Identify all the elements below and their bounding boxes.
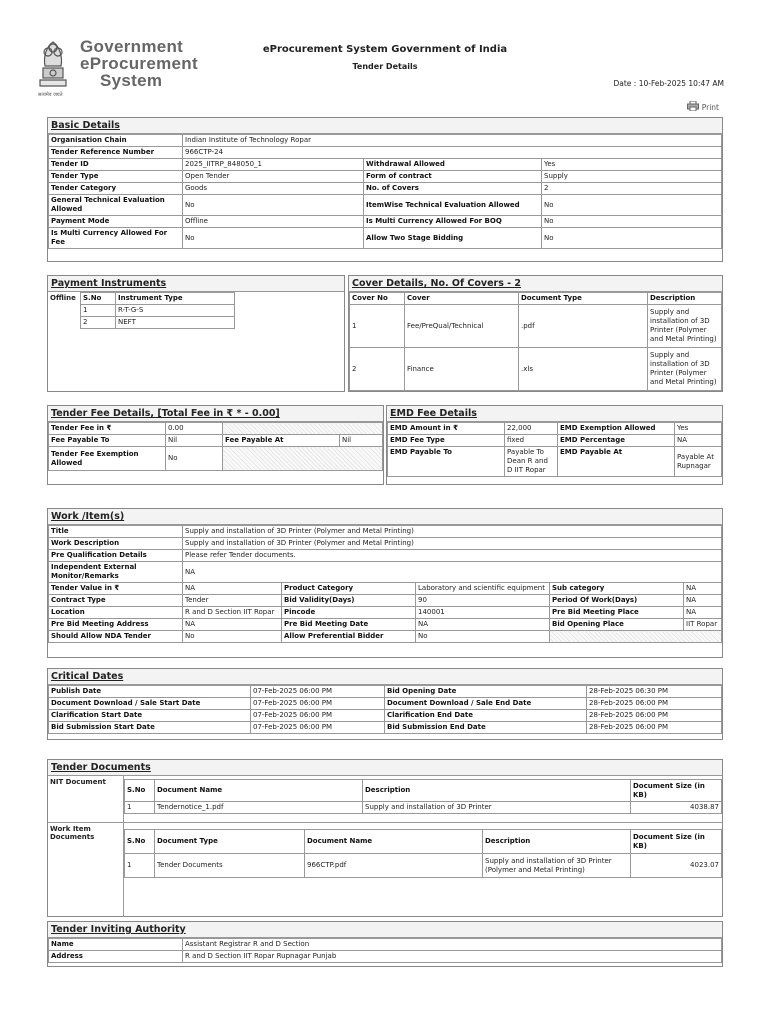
col-document-type: Document Type xyxy=(155,830,305,854)
bid-opening-date-label: Bid Opening Date xyxy=(385,686,587,698)
basic-details-table xyxy=(48,134,722,249)
col-sno: S.No xyxy=(81,293,116,305)
offline-label: Offline xyxy=(50,294,76,302)
payment-instruments-section xyxy=(47,275,345,392)
pincode-value: 140001 xyxy=(416,607,550,619)
tender-value-label: Tender Value in ₹ xyxy=(49,583,183,595)
download-end-value: 28-Feb-2025 06:00 PM xyxy=(587,698,722,710)
work-desc-value: Supply and installation of 3D Printer (Polymer and Metal Printing) xyxy=(183,538,722,550)
prebid-date-value: NA xyxy=(416,619,550,631)
col-sno: S.No xyxy=(125,830,155,854)
prebid-date-label: Pre Bid Meeting Date xyxy=(282,619,416,631)
col-cover: Cover xyxy=(405,293,519,305)
download-end-label: Document Download / Sale End Date xyxy=(385,698,587,710)
prebid-place-label: Pre Bid Meeting Place xyxy=(550,607,684,619)
submission-start-label: Bid Submission Start Date xyxy=(49,722,251,734)
authority-address-label: Address xyxy=(49,951,183,963)
nit-description: Supply and installation of 3D Printer xyxy=(363,802,631,814)
org-label: Organisation Chain xyxy=(49,135,183,147)
work-doc-description: Supply and installation of 3D Printer (Polymer and Metal Printing) xyxy=(483,854,631,878)
nit-size: 4038.87 xyxy=(631,802,722,814)
critical-dates-section xyxy=(47,668,723,740)
emd-fee-section xyxy=(386,405,723,485)
itemwise-value: No xyxy=(542,195,722,216)
tender-fee-section xyxy=(47,405,384,485)
form-value: Supply xyxy=(542,171,722,183)
fee-payat-label: Fee Payable At xyxy=(223,435,340,447)
basic-details-title: Basic Details xyxy=(48,118,722,134)
nda-label: Should Allow NDA Tender xyxy=(49,631,183,643)
print-button[interactable] xyxy=(687,101,719,113)
tender-documents-section xyxy=(47,759,723,917)
fee-value: 0.00 xyxy=(166,423,223,435)
withdrawal-value: Yes xyxy=(542,159,722,171)
report-date: Date : 10-Feb-2025 10:47 AM xyxy=(613,79,724,88)
critical-dates-table xyxy=(48,685,722,734)
print-label: Print xyxy=(701,102,719,112)
col-description: Description xyxy=(483,830,631,854)
multi-fee-label: Is Multi Currency Allowed For Fee xyxy=(49,228,183,249)
category-value: Goods xyxy=(183,183,364,195)
fee-exempt-label: Tender Fee Exemption Allowed xyxy=(49,447,166,471)
authority-name-label: Name xyxy=(49,939,183,951)
tender-fee-table xyxy=(48,422,383,471)
org-value: Indian Institute of Technology Ropar xyxy=(183,135,722,147)
emd-payat-value: Payable At Rupnagar xyxy=(675,447,722,477)
work-doc-size: 4023.07 xyxy=(631,854,722,878)
col-document-size: Document Size (in KB) xyxy=(631,830,722,854)
instrument-type: R-T-G-S xyxy=(116,305,235,317)
ref-label: Tender Reference Number xyxy=(49,147,183,159)
submission-end-label: Bid Submission End Date xyxy=(385,722,587,734)
iem-value: NA xyxy=(183,562,722,583)
prebid-address-label: Pre Bid Meeting Address xyxy=(49,619,183,631)
critical-dates-title: Critical Dates xyxy=(48,669,722,685)
work-document-link[interactable]: 966CTP.pdf xyxy=(305,854,483,878)
tender-value: NA xyxy=(183,583,282,595)
cover-doc-type: .xls xyxy=(519,348,648,391)
publish-date-value: 07-Feb-2025 06:00 PM xyxy=(251,686,385,698)
emd-payat-label: EMD Payable At xyxy=(558,447,675,477)
clarification-end-value: 28-Feb-2025 06:00 PM xyxy=(587,710,722,722)
submission-start-value: 07-Feb-2025 06:00 PM xyxy=(251,722,385,734)
emd-fee-title: EMD Fee Details xyxy=(387,406,722,422)
cover-details-title: Cover Details, No. Of Covers - 2 xyxy=(349,276,722,292)
cover-description: Supply and installation of 3D Printer (Polymer and Metal Printing) xyxy=(648,348,722,391)
period-value: NA xyxy=(684,595,722,607)
two-stage-value: No xyxy=(542,228,722,249)
tender-authority-section xyxy=(47,921,723,967)
fee-payto-value: Nil xyxy=(166,435,223,447)
tender-id-value: 2025_IITRP_848050_1 xyxy=(183,159,364,171)
multi-fee-value: No xyxy=(183,228,364,249)
preferential-bidder-value: No xyxy=(416,631,550,643)
tender-type-label: Tender Type xyxy=(49,171,183,183)
emd-amount-value: 22,000 xyxy=(505,423,558,435)
contract-type-value: Tender xyxy=(183,595,282,607)
sub-category-value: NA xyxy=(684,583,722,595)
covers-label: No. of Covers xyxy=(364,183,542,195)
emd-exempt-label: EMD Exemption Allowed xyxy=(558,423,675,435)
tender-id-label: Tender ID xyxy=(49,159,183,171)
location-label: Location xyxy=(49,607,183,619)
itemwise-label: ItemWise Technical Evaluation Allowed xyxy=(364,195,542,216)
col-cover-no: Cover No xyxy=(350,293,405,305)
col-instrument-type: Instrument Type xyxy=(116,293,235,305)
clarification-start-label: Clarification Start Date xyxy=(49,710,251,722)
col-description: Description xyxy=(363,780,631,802)
bid-opening-place-label: Bid Opening Place xyxy=(550,619,684,631)
period-label: Period Of Work(Days) xyxy=(550,595,684,607)
sub-category-label: Sub category xyxy=(550,583,684,595)
nit-document-link[interactable]: Tendernotice_1.pdf xyxy=(155,802,363,814)
nit-sno: 1 xyxy=(125,802,155,814)
location-value: R and D Section IIT Ropar xyxy=(183,607,282,619)
bid-validity-value: 90 xyxy=(416,595,550,607)
form-label: Form of contract xyxy=(364,171,542,183)
prequal-value: Please refer Tender documents. xyxy=(183,550,722,562)
payment-mode-label: Payment Mode xyxy=(49,216,183,228)
nda-value: No xyxy=(183,631,282,643)
col-document-type: Document Type xyxy=(519,293,648,305)
payment-mode-value: Offline xyxy=(183,216,364,228)
prebid-place-value: NA xyxy=(684,607,722,619)
covers-value: 2 xyxy=(542,183,722,195)
category-label: Tender Category xyxy=(49,183,183,195)
contract-type-label: Contract Type xyxy=(49,595,183,607)
cover-doc-type: .pdf xyxy=(519,305,648,348)
col-sno: S.No xyxy=(125,780,155,802)
multi-boq-label: Is Multi Currency Allowed For BOQ xyxy=(364,216,542,228)
printer-icon xyxy=(687,101,699,113)
tender-type-value: Open Tender xyxy=(183,171,364,183)
emd-percentage-value: NA xyxy=(675,435,722,447)
payment-instruments-table xyxy=(80,292,235,329)
work-items-table xyxy=(48,525,722,643)
emd-percentage-label: EMD Percentage xyxy=(558,435,675,447)
authority-name-value: Assistant Registrar R and D Section xyxy=(183,939,722,951)
nit-documents-table xyxy=(124,779,722,814)
cover-details-section xyxy=(348,275,723,392)
bid-validity-label: Bid Validity(Days) xyxy=(282,595,416,607)
cover-no: 1 xyxy=(350,305,405,348)
col-document-name: Document Name xyxy=(155,780,363,802)
fee-exempt-value: No xyxy=(166,447,223,471)
tender-documents-title: Tender Documents xyxy=(48,760,722,776)
work-items-section xyxy=(47,508,723,658)
emd-payto-label: EMD Payable To xyxy=(388,447,505,477)
work-item-documents-table xyxy=(124,829,722,878)
nit-document-label: NIT Document xyxy=(48,776,124,822)
clarification-start-value: 07-Feb-2025 06:00 PM xyxy=(251,710,385,722)
col-document-name: Document Name xyxy=(305,830,483,854)
product-category-value: Laboratory and scientific equipment xyxy=(416,583,550,595)
gep-logo: Government eProcurement System xyxy=(80,37,198,90)
col-description: Description xyxy=(648,293,722,305)
bid-opening-date-value: 28-Feb-2025 06:30 PM xyxy=(587,686,722,698)
instrument-sno: 2 xyxy=(81,317,116,329)
publish-date-label: Publish Date xyxy=(49,686,251,698)
tender-fee-title: Tender Fee Details, [Total Fee in ₹ * - 0.00] xyxy=(48,406,383,422)
cover-description: Supply and installation of 3D Printer (Polymer and Metal Printing) xyxy=(648,305,722,348)
fee-payto-label: Fee Payable To xyxy=(49,435,166,447)
instrument-type: NEFT xyxy=(116,317,235,329)
emd-fee-table xyxy=(387,422,722,477)
gte-value: No xyxy=(183,195,364,216)
clarification-end-label: Clarification End Date xyxy=(385,710,587,722)
multi-boq-value: No xyxy=(542,216,722,228)
work-title-value: Supply and installation of 3D Printer (Polymer and Metal Printing) xyxy=(183,526,722,538)
cover-details-table xyxy=(349,292,722,391)
work-doc-type: Tender Documents xyxy=(155,854,305,878)
emblem-motto: सत्यमेव जयते xyxy=(38,92,63,98)
download-start-value: 07-Feb-2025 06:00 PM xyxy=(251,698,385,710)
emd-type-value: fixed xyxy=(505,435,558,447)
fee-payat-value: Nil xyxy=(340,435,383,447)
instrument-sno: 1 xyxy=(81,305,116,317)
pincode-label: Pincode xyxy=(282,607,416,619)
emd-exempt-value: Yes xyxy=(675,423,722,435)
withdrawal-label: Withdrawal Allowed xyxy=(364,159,542,171)
basic-details-section xyxy=(47,117,723,262)
prequal-label: Pre Qualification Details xyxy=(49,550,183,562)
work-desc-label: Work Description xyxy=(49,538,183,550)
tender-authority-title: Tender Inviting Authority xyxy=(48,922,722,938)
gte-label: General Technical Evaluation Allowed xyxy=(49,195,183,216)
work-title-label: Title xyxy=(49,526,183,538)
fee-label: Tender Fee in ₹ xyxy=(49,423,166,435)
work-item-documents-label: Work Item Documents xyxy=(48,823,124,917)
work-doc-sno: 1 xyxy=(125,854,155,878)
ref-value: 966CTP-24 xyxy=(183,147,722,159)
preferential-bidder-label: Allow Preferential Bidder xyxy=(282,631,416,643)
download-start-label: Document Download / Sale Start Date xyxy=(49,698,251,710)
two-stage-label: Allow Two Stage Bidding xyxy=(364,228,542,249)
iem-label: Independent External Monitor/Remarks xyxy=(49,562,183,583)
product-category-label: Product Category xyxy=(282,583,416,595)
cover-name: Finance xyxy=(405,348,519,391)
emd-type-label: EMD Fee Type xyxy=(388,435,505,447)
page-title: eProcurement System Government of India xyxy=(262,44,508,55)
tender-authority-table xyxy=(48,938,722,963)
submission-end-value: 28-Feb-2025 06:00 PM xyxy=(587,722,722,734)
prebid-address-value: NA xyxy=(183,619,282,631)
bid-opening-place-value: IIT Ropar xyxy=(684,619,722,631)
cover-name: Fee/PreQual/Technical xyxy=(405,305,519,348)
work-items-title: Work /Item(s) xyxy=(48,509,722,525)
emd-payto-value: Payable To Dean R and D IIT Ropar xyxy=(505,447,558,477)
payment-instruments-title: Payment Instruments xyxy=(48,276,344,292)
col-document-size: Document Size (in KB) xyxy=(631,780,722,802)
page-subtitle: Tender Details xyxy=(352,62,418,71)
emd-amount-label: EMD Amount in ₹ xyxy=(388,423,505,435)
authority-address-value: R and D Section IIT Ropar Rupnagar Punjab xyxy=(183,951,722,963)
cover-no: 2 xyxy=(350,348,405,391)
